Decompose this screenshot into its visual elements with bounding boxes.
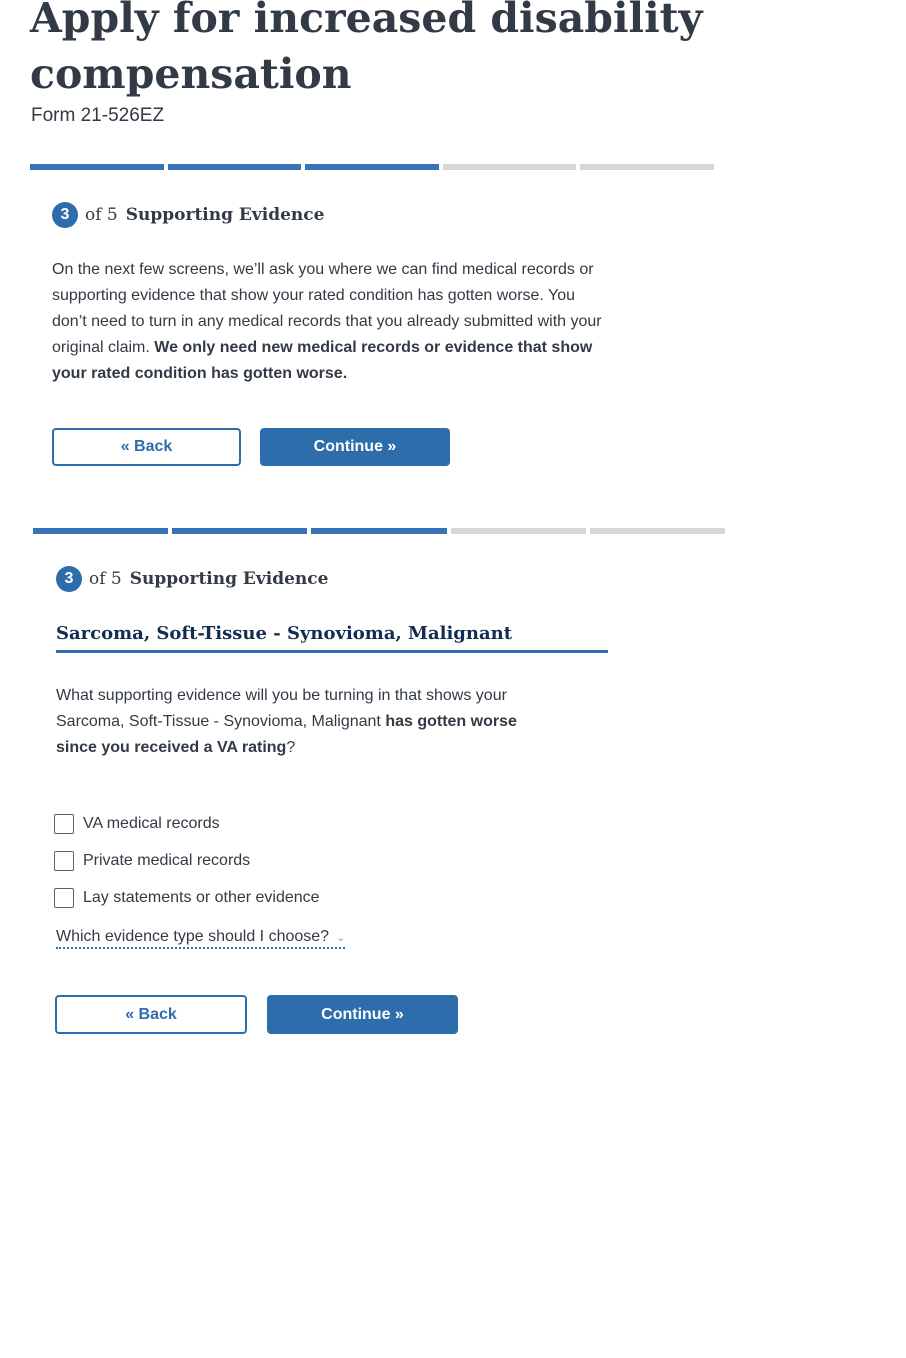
progress-segment-2	[172, 528, 307, 534]
progress-segment-1	[30, 164, 164, 170]
step-indicator	[52, 202, 324, 228]
progress-bar	[30, 164, 714, 170]
step-number-badge: 3	[52, 202, 78, 228]
question-mark: ?	[286, 739, 296, 756]
question-emphasis: has gotten worse since you received a VA rating	[56, 713, 517, 756]
progress-bar	[33, 528, 725, 534]
checkbox-label[interactable]: Lay statements or other evidence	[83, 889, 320, 906]
back-button[interactable]: « Back	[52, 428, 241, 466]
progress-segment-3	[311, 528, 446, 534]
progress-segment-5	[590, 528, 725, 534]
evidence-question	[56, 683, 556, 761]
step-number-badge: 3	[56, 566, 82, 592]
progress-segment-4	[443, 164, 577, 170]
intro-paragraph	[52, 257, 612, 387]
step-of-total: of 5	[89, 569, 122, 589]
checkbox-label[interactable]: VA medical records	[83, 815, 220, 832]
chevron-down-icon[interactable]: ⌄	[336, 931, 346, 944]
step-of-total: of 5	[85, 205, 118, 225]
continue-button[interactable]: Continue »	[260, 428, 450, 466]
checkbox-box[interactable]	[54, 814, 74, 834]
step-title: Supporting Evidence	[125, 205, 325, 225]
page-title: Apply for increased disability compensation	[30, 0, 703, 98]
back-button[interactable]: « Back	[55, 995, 247, 1034]
progress-segment-1	[33, 528, 168, 534]
continue-button[interactable]: Continue »	[267, 995, 458, 1034]
progress-segment-2	[168, 164, 302, 170]
condition-heading: Sarcoma, Soft-Tissue - Synovioma, Malignant	[56, 623, 608, 653]
progress-segment-5	[580, 164, 714, 170]
checkbox-private-medical-records[interactable]	[54, 851, 250, 871]
intro-text: On the next few screens, we’ll ask you where we can find medical records or supporting evidence that show your rated condition has gotten worse. You don’t need to turn in any medical records that you already submitted with your original claim.	[52, 261, 602, 356]
checkbox-lay-statements[interactable]	[54, 888, 320, 908]
step-title: Supporting Evidence	[129, 569, 329, 589]
progress-segment-3	[305, 164, 439, 170]
evidence-help-toggle[interactable]	[56, 928, 345, 949]
checkbox-label[interactable]: Private medical records	[83, 852, 251, 869]
checkbox-va-medical-records[interactable]	[54, 814, 220, 834]
step-indicator	[56, 566, 328, 592]
progress-segment-4	[451, 528, 586, 534]
checkbox-box[interactable]	[54, 851, 74, 871]
question-text: What supporting evidence will you be turning in that shows your Sarcoma, Soft-Tissue - Synovioma, Malignant	[56, 687, 507, 730]
help-link-text[interactable]: Which evidence type should I choose?	[56, 928, 330, 945]
form-number: Form 21-526EZ	[31, 105, 165, 126]
checkbox-box[interactable]	[54, 888, 74, 908]
intro-emphasis: We only need new medical records or evidence that show your rated condition has gotten worse.	[52, 339, 593, 382]
